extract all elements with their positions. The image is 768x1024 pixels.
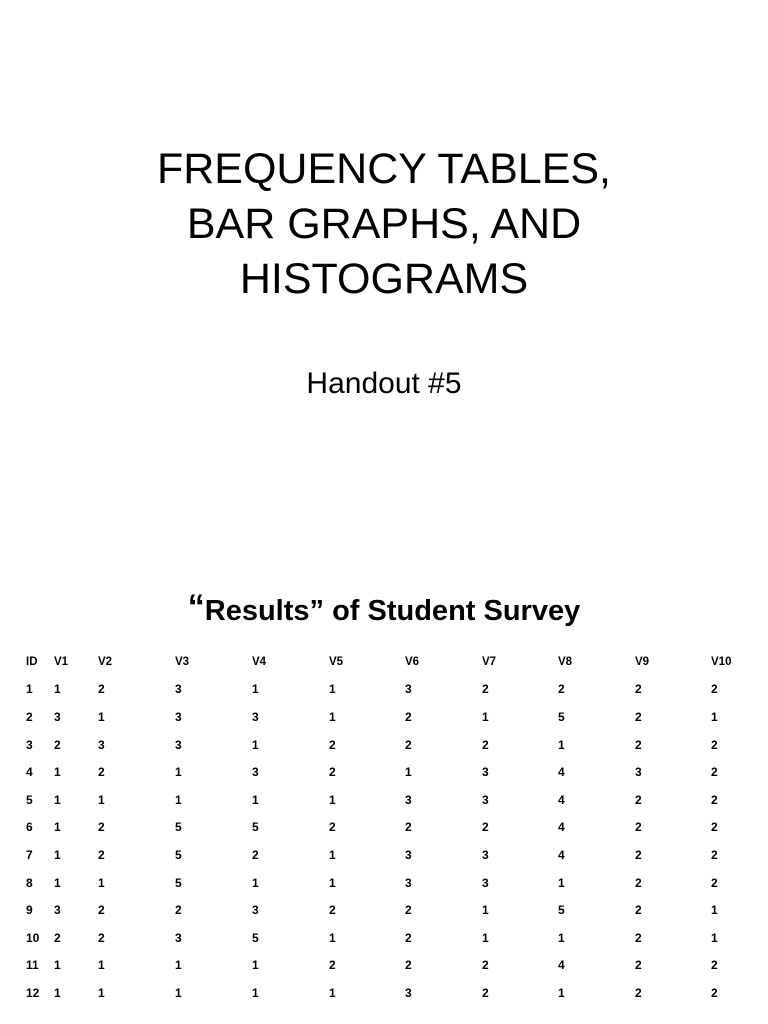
survey-results-table	[18, 648, 760, 1007]
table-cell-v1: 3	[54, 709, 61, 724]
table-cell-id: 8	[26, 875, 33, 890]
table-cell-v5: 2	[329, 737, 336, 752]
table-cell-v9: 2	[635, 903, 642, 918]
slide-title-line-3: HISTOGRAMS	[239, 255, 529, 303]
table-cell-v10: 1	[711, 709, 718, 724]
table-cell-v1: 2	[54, 737, 61, 752]
table-cell-id: 5	[26, 792, 33, 807]
table-cell-v8: 4	[558, 958, 565, 973]
survey-title-text: Results” of Student Survey	[204, 595, 581, 627]
column-header-v2: V2	[98, 655, 113, 668]
column-header-id: ID	[26, 655, 38, 668]
table-cell-v1: 1	[54, 820, 61, 835]
table-cell-id: 2	[26, 709, 33, 724]
column-header-v3: V3	[175, 655, 190, 668]
table-cell-v1: 1	[54, 847, 61, 862]
table-row	[18, 841, 760, 869]
table-cell-v3: 5	[175, 847, 182, 862]
table-cell-id: 4	[26, 765, 33, 780]
table-cell-v1: 1	[54, 765, 61, 780]
column-header-v5: V5	[329, 655, 344, 668]
table-cell-v7: 1	[482, 709, 489, 724]
table-cell-v10: 2	[711, 985, 718, 1000]
table-cell-v10: 2	[711, 847, 718, 862]
table-cell-v10: 2	[711, 737, 718, 752]
table-cell-v2: 1	[98, 875, 105, 890]
column-header-v1: V1	[54, 655, 69, 668]
table-body	[18, 676, 760, 1007]
table-row	[18, 676, 760, 704]
table-row	[18, 896, 760, 924]
table-cell-v9: 2	[635, 709, 642, 724]
table-cell-v5: 2	[329, 765, 336, 780]
table-cell-v8: 4	[558, 820, 565, 835]
table-row	[18, 758, 760, 786]
column-header-v8: V8	[558, 655, 573, 668]
table-cell-v3: 5	[175, 820, 182, 835]
table-cell-v6: 3	[405, 847, 412, 862]
table-row	[18, 924, 760, 952]
table-cell-v6: 2	[405, 820, 412, 835]
table-cell-v2: 1	[98, 958, 105, 973]
table-cell-v7: 1	[482, 930, 489, 945]
table-cell-v5: 2	[329, 820, 336, 835]
table-cell-v10: 2	[711, 820, 718, 835]
table-row	[18, 786, 760, 814]
table-cell-v9: 2	[635, 682, 642, 697]
table-cell-v4: 2	[252, 847, 259, 862]
table-cell-v3: 3	[175, 682, 182, 697]
table-cell-v5: 2	[329, 958, 336, 973]
table-cell-v2: 2	[98, 820, 105, 835]
table-row	[18, 731, 760, 759]
table-cell-v6: 3	[405, 985, 412, 1000]
table-cell-v6: 2	[405, 958, 412, 973]
table-cell-v8: 1	[558, 985, 565, 1000]
table-cell-v6: 2	[405, 930, 412, 945]
table-cell-id: 9	[26, 903, 33, 918]
table-cell-id: 11	[26, 958, 39, 973]
column-header-v7: V7	[482, 655, 497, 668]
slide-title-line-1: FREQUENCY TABLES,	[156, 145, 612, 193]
table-cell-v8: 1	[558, 930, 565, 945]
slide-title-line-2: BAR GRAPHS, AND	[186, 200, 582, 248]
table-cell-id: 12	[26, 985, 40, 1000]
table-cell-v10: 2	[711, 682, 718, 697]
table-cell-v3: 2	[175, 903, 182, 918]
table-row	[18, 979, 760, 1007]
table-cell-v4: 5	[252, 820, 259, 835]
table-cell-v2: 2	[98, 930, 105, 945]
table-cell-v3: 3	[175, 930, 182, 945]
table-cell-v9: 3	[635, 765, 642, 780]
table-cell-id: 7	[26, 847, 33, 862]
table-cell-v5: 1	[329, 847, 336, 862]
table-cell-v8: 2	[558, 682, 565, 697]
table-cell-v4: 1	[252, 737, 259, 752]
table-cell-v5: 2	[329, 903, 336, 918]
table-cell-v4: 5	[252, 930, 259, 945]
table-cell-v9: 2	[635, 820, 642, 835]
survey-title	[0, 587, 768, 631]
table-cell-v1: 1	[54, 682, 61, 697]
table-row	[18, 952, 760, 980]
table-cell-v7: 2	[482, 737, 489, 752]
table-cell-v5: 1	[329, 792, 336, 807]
table-cell-v3: 1	[175, 985, 182, 1000]
table-cell-id: 10	[26, 930, 40, 945]
table-cell-v9: 2	[635, 985, 642, 1000]
table-cell-v3: 1	[175, 765, 182, 780]
table-cell-v7: 2	[482, 958, 489, 973]
table-cell-v2: 2	[98, 682, 105, 697]
table-cell-v2: 3	[98, 737, 105, 752]
table-cell-v3: 5	[175, 875, 182, 890]
column-header-v9: V9	[635, 655, 650, 668]
table-cell-v6: 2	[405, 709, 412, 724]
table-cell-v8: 4	[558, 792, 565, 807]
table-cell-v1: 3	[54, 903, 61, 918]
table-cell-v1: 1	[54, 958, 61, 973]
table-cell-v7: 3	[482, 792, 489, 807]
table-cell-v9: 2	[635, 847, 642, 862]
table-cell-v4: 1	[252, 792, 259, 807]
table-cell-v3: 3	[175, 709, 182, 724]
table-cell-v10: 2	[711, 958, 718, 973]
table-cell-v7: 3	[482, 847, 489, 862]
table-cell-v8: 5	[558, 709, 565, 724]
table-cell-v2: 1	[98, 709, 105, 724]
table-cell-v7: 3	[482, 875, 489, 890]
table-cell-v3: 3	[175, 737, 182, 752]
table-cell-v4: 3	[252, 765, 259, 780]
table-cell-v4: 1	[252, 958, 259, 973]
table-cell-v1: 1	[54, 875, 61, 890]
table-cell-v1: 2	[54, 930, 61, 945]
table-cell-v2: 1	[98, 792, 105, 807]
handout-subtitle: Handout #5	[306, 367, 462, 400]
table-cell-v4: 3	[252, 903, 259, 918]
table-cell-v3: 1	[175, 792, 182, 807]
table-cell-id: 1	[26, 682, 33, 697]
table-row	[18, 703, 760, 731]
table-cell-v5: 1	[329, 875, 336, 890]
table-cell-v10: 1	[711, 930, 718, 945]
table-cell-v10: 2	[711, 792, 718, 807]
table-cell-v5: 1	[329, 930, 336, 945]
column-header-v10: V10	[711, 655, 732, 668]
column-header-v6: V6	[405, 655, 420, 668]
table-cell-v4: 1	[252, 985, 259, 1000]
table-cell-v2: 2	[98, 847, 105, 862]
table-cell-id: 6	[26, 820, 33, 835]
table-cell-v4: 1	[252, 682, 259, 697]
table-cell-v6: 3	[405, 682, 412, 697]
table-cell-v5: 1	[329, 985, 336, 1000]
slide-title	[0, 142, 768, 307]
table-cell-v6: 1	[405, 765, 412, 780]
survey-title-open-quote: “	[187, 588, 205, 626]
table-row	[18, 814, 760, 842]
table-cell-v3: 1	[175, 958, 182, 973]
table-cell-v7: 2	[482, 820, 489, 835]
table-cell-v6: 2	[405, 903, 412, 918]
table-cell-v6: 3	[405, 875, 412, 890]
table-cell-v7: 3	[482, 765, 489, 780]
table-cell-v10: 2	[711, 875, 718, 890]
table-cell-v4: 3	[252, 709, 259, 724]
table-cell-v6: 2	[405, 737, 412, 752]
table-cell-v10: 2	[711, 765, 718, 780]
table-cell-v9: 2	[635, 875, 642, 890]
table-cell-v5: 1	[329, 709, 336, 724]
table-cell-v9: 2	[635, 958, 642, 973]
table-cell-v7: 1	[482, 903, 489, 918]
table-cell-v2: 2	[98, 765, 105, 780]
column-header-v4: V4	[252, 655, 267, 668]
table-cell-v1: 1	[54, 985, 61, 1000]
table-cell-v9: 2	[635, 737, 642, 752]
table-cell-v5: 1	[329, 682, 336, 697]
table-row	[18, 869, 760, 897]
table-cell-v2: 2	[98, 903, 105, 918]
table-cell-v10: 1	[711, 903, 718, 918]
table-header-row	[18, 648, 760, 676]
table-cell-v2: 1	[98, 985, 105, 1000]
table-cell-v9: 2	[635, 792, 642, 807]
table-cell-v7: 2	[482, 985, 489, 1000]
table-cell-id: 3	[26, 737, 33, 752]
table-cell-v4: 1	[252, 875, 259, 890]
table-cell-v8: 4	[558, 765, 565, 780]
table-cell-v8: 1	[558, 875, 565, 890]
table-cell-v8: 5	[558, 903, 565, 918]
table-cell-v6: 3	[405, 792, 412, 807]
table-cell-v9: 2	[635, 930, 642, 945]
table-cell-v1: 1	[54, 792, 61, 807]
table-cell-v8: 1	[558, 737, 565, 752]
table-cell-v8: 4	[558, 847, 565, 862]
table-cell-v7: 2	[482, 682, 489, 697]
